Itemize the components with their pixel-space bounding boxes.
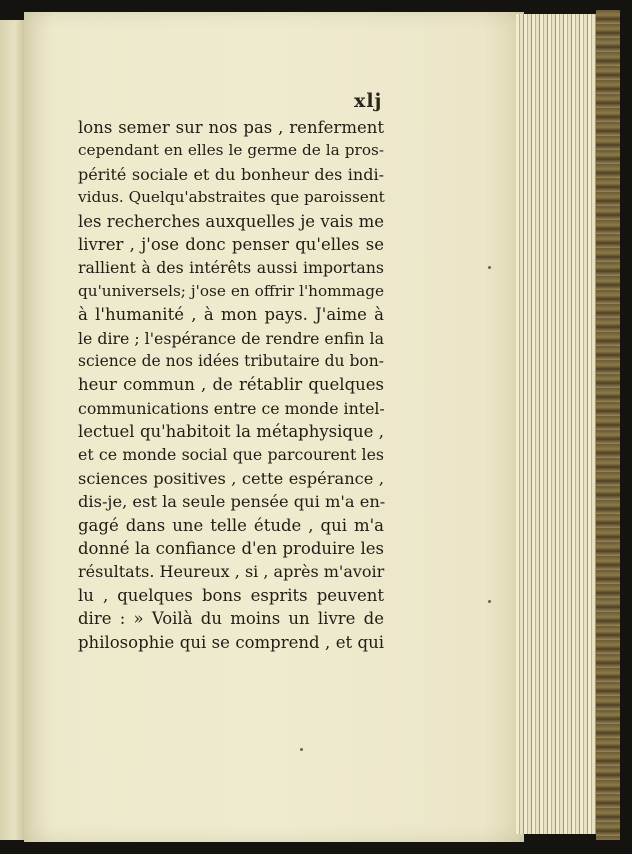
text-line: philosophie qui se comprend , et qui [78,632,384,652]
text-line: heur commun , de rétablir quelques [78,375,384,395]
paper-speck [300,748,303,751]
book-cover-edge [596,10,620,840]
text-line: et ce monde social que parcourent les [78,445,384,465]
text-line: périté sociale et du bonheur des indi- [78,164,384,184]
text-line: le dire ; l'espérance de rendre enfin la [78,328,384,348]
text-line: les recherches auxquelles je vais me [78,211,384,231]
text-line: science de nos idées tributaire du bon- [78,351,384,370]
text-line: livrer , j'ose donc penser qu'elles se [78,234,384,254]
text-line: lu , quelques bons esprits peuvent [78,585,384,605]
text-line: à l'humanité , à mon pays. J'aime à [78,305,384,325]
paper-speck [488,600,491,603]
text-line: communications entre ce monde intel- [78,398,385,418]
body-text [78,116,384,654]
paper-speck [488,266,491,269]
text-line: vidus. Quelqu'abstraites que paroissent [78,188,385,207]
text-line: dis-je, est la seule pensée qui m'a en- [78,492,386,512]
text-line: dire : » Voilà du moins un livre de [78,609,384,629]
text-line: lectuel qu'habitoit la métaphysique , [78,422,384,442]
text-line: cependant en elles le germe de la pros- [78,141,384,160]
text-line: résultats. Heureux , si , après m'avoir [78,562,385,582]
page-number: xlj [354,90,383,112]
text-line: rallient à des intérêts aussi importans [78,258,384,278]
text-line: sciences positives , cette espérance , [78,468,384,488]
text-line: donné la confiance d'en produire les [78,539,384,559]
text-line: gagé dans une telle étude , qui m'a [78,515,384,535]
text-line: qu'universels; j'ose en offrir l'hommage [78,281,384,300]
facing-page-edge [0,20,26,840]
text-line: lons semer sur nos pas , renferment [78,118,384,137]
